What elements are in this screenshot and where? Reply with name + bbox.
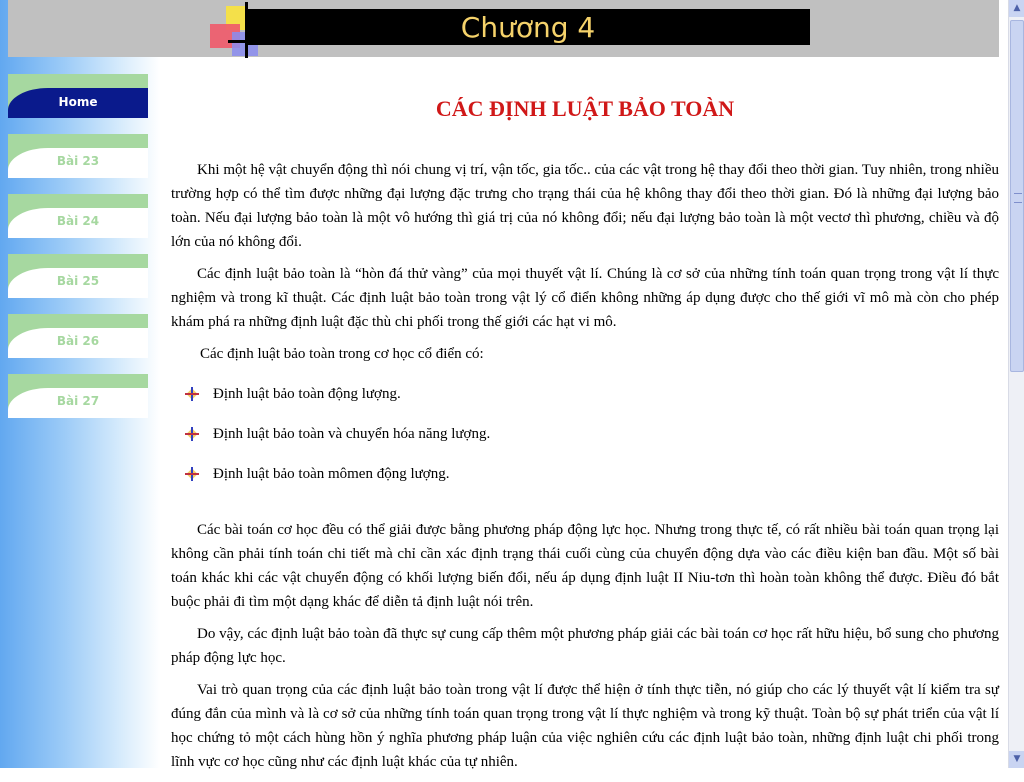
cross-bullet-icon bbox=[185, 467, 199, 481]
scroll-down-arrow-icon[interactable]: ▼ bbox=[1009, 751, 1024, 768]
nav-item-home[interactable] bbox=[8, 74, 148, 118]
nav-item-label: Bài 23 bbox=[56, 154, 100, 168]
scroll-grip-icon bbox=[1014, 193, 1022, 203]
cross-bullet-icon bbox=[185, 387, 199, 401]
nav-item-label: Bài 26 bbox=[56, 334, 100, 348]
paragraph-method: Do vậy, các định luật bảo toàn đã thực sự cung cấp thêm một phương pháp giải các bài toán cơ học rất hữu hiệu, bổ sung cho phương pháp động lực học. bbox=[171, 626, 999, 666]
list-item-text: Định luật bảo toàn động lượng. bbox=[213, 386, 401, 402]
nav-item-bai-25[interactable] bbox=[8, 254, 148, 298]
main-content bbox=[171, 94, 999, 782]
list-item bbox=[171, 382, 999, 422]
list-item-text: Định luật bảo toàn mômen động lượng. bbox=[213, 466, 450, 482]
paragraph-intro: Khi một hệ vật chuyển động thì nói chung vị trí, vận tốc, gia tốc.. của các vật trong hệ thay đổi theo thời gian. Tuy nhiên, trong nhiều trường hợp có thể tìm được những đại lượng đặc trưng cho trạng thái của hệ không thay đổi theo thời gian. Đó là những đại lượng bảo toàn. Nếu đại lượng bảo toàn là một vô hướng thì giá trị của nó không đổi; nếu đại lượng bảo toàn là một vectơ thì phương, chiều và độ lớn của nó không đổi. bbox=[171, 162, 999, 250]
nav-item-label: Bài 24 bbox=[56, 214, 100, 228]
nav-item-bai-23[interactable] bbox=[8, 134, 148, 178]
nav-item-label: Bài 27 bbox=[56, 394, 100, 408]
cross-bullet-icon bbox=[185, 427, 199, 441]
list-item-text: Định luật bảo toàn và chuyển hóa năng lượng. bbox=[213, 426, 491, 442]
nav-item-label: Home bbox=[58, 95, 98, 109]
chapter-title: Chương 4 bbox=[460, 11, 596, 44]
vertical-scrollbar[interactable] bbox=[1008, 0, 1024, 768]
list-item bbox=[171, 422, 999, 462]
nav-item-label: Bài 25 bbox=[56, 274, 100, 288]
conservation-laws-list bbox=[171, 382, 999, 502]
nav-item-bai-24[interactable] bbox=[8, 194, 148, 238]
header-banner bbox=[8, 0, 999, 57]
chapter-title-bar bbox=[246, 9, 810, 45]
nav-item-bai-27[interactable] bbox=[8, 374, 148, 418]
paragraph-problems: Các bài toán cơ học đều có thể giải được bằng phương pháp động lực học. Nhưng trong thực tế, có rất nhiều bài toán quan trọng lại không cần phải tính toán chi tiết mà chỉ cần xác định trạng thái cuối cùng của chuyển động dựa vào các điều kiện ban đầu. Một số bài toán khác khi các vật chuyển động có khối lượng biến đổi, nếu áp dụng định luật II Niu-tơn thì hoàn toàn không thể được. Điều đó bắt buộc phải đi tìm một dạng khác để diễn tả định luật nói trên. bbox=[171, 522, 999, 610]
list-item bbox=[171, 462, 999, 502]
page-title: CÁC ĐỊNH LUẬT BẢO TOÀN bbox=[435, 96, 735, 121]
scroll-up-arrow-icon[interactable]: ▲ bbox=[1009, 0, 1024, 17]
paragraph-role: Vai trò quan trọng của các định luật bảo toàn trong vật lí được thể hiện ở tính thực tiễn, nó giúp cho các lý thuyết vật lí kiểm tra sự đúng đắn của mình và là cơ sở của những tính toán quan trọng trong vật lí thực nghiệm và trong kỹ thuật. Toàn bộ sự phát triển của vật lí học chứng tỏ một cách hùng hồn ý nghĩa phương pháp luận của việc nghiên cứu các định luật bảo toàn, những định luật chi phối trong lĩnh vực cơ học cũng như các định luật khác của tự nhiên. bbox=[171, 682, 999, 770]
nav-item-bai-26[interactable] bbox=[8, 314, 148, 358]
scroll-thumb[interactable] bbox=[1010, 20, 1024, 372]
list-intro: Các định luật bảo toàn trong cơ học cổ điển có: bbox=[200, 346, 484, 362]
paragraph-importance: Các định luật bảo toàn là “hòn đá thử vàng” của mọi thuyết vật lí. Chúng là cơ sở của những tính toán quan trọng trong vật lí thực nghiệm và trong kĩ thuật. Các định luật bảo toàn trong vật lý cổ điển không những áp dụng được cho thế giới vĩ mô mà còn cho phép khám phá ra những định luật đặc thù chi phối trong thế giới các hạt vi mô. bbox=[171, 266, 999, 330]
